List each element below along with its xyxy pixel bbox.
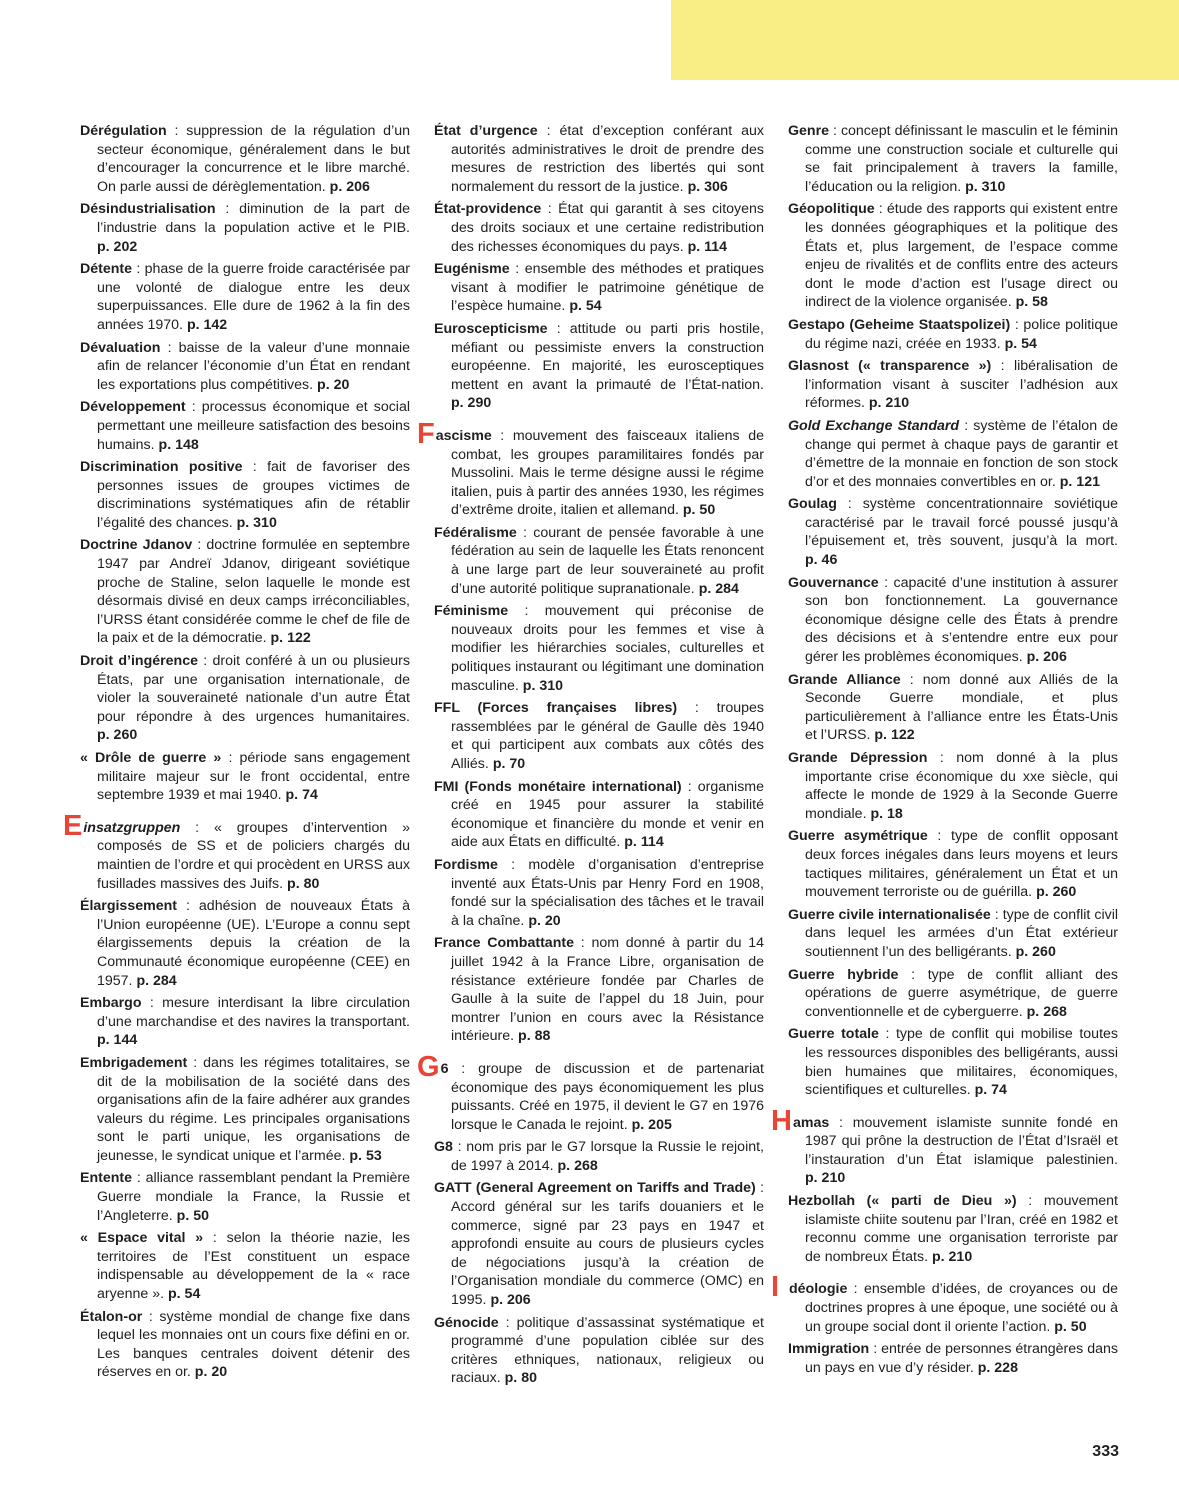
page-reference: p. 114	[687, 238, 728, 255]
glossary-entry: Étalon-or : système mondial de change fixe dans lequel les monnaies ont un cours fixe défini en or. Les banques centrales doivent détenir des réserves en or. p. 20	[80, 1308, 411, 1381]
glossary-definition: Accord général sur les tarifs douaniers et le commerce, signé par 23 pays en 1947 et approfondi ensuite au cours de plusieurs cycles de négociations jusqu’à la création de l’Organisation mondiale du commerce (OMC) en 1995.	[451, 1199, 764, 1309]
glossary-definition: fait de favoriser des personnes issues de groupes victimes de discriminations systématiques afin de rétablir l’égalité des chances.	[97, 459, 410, 531]
glossary-term: Guerre civile internationalisée	[788, 906, 991, 923]
glossary-definition: selon la théorie nazie, les territoires de l’Est constituent un espace indispensable au développement de la « race aryenne ».	[97, 1230, 411, 1303]
glossary-definition: entrée de personnes étrangères dans un pays en vue d’y résider.	[805, 1341, 1119, 1376]
glossary-entry: Gestapo (Geheime Staatspolizei) : police politique du régime nazi, créée en 1933. p. 54	[788, 316, 1118, 352]
page-reference: p. 74	[285, 787, 318, 804]
glossary-entry: Eugénisme : ensemble des méthodes et pratiques visant à modifier le patrimoine génétique de l’espèce humaine. p. 54	[434, 261, 764, 315]
glossary-definition: libéralisation de l’information visant à susciter l’adhésion aux réformes.	[805, 358, 1119, 412]
page-reference: p. 148	[158, 436, 199, 453]
glossary-definition: troupes rassemblées par le général de Gaulle dès 1940 et qui participent aux combats aux côtés des Alliés.	[451, 700, 764, 772]
glossary-entry: « Espace vital » : selon la théorie nazie, les territoires de l’Est constituent un espace indispensable au développement de la « race aryenne ». p. 54	[80, 1230, 411, 1303]
glossary-definition: suppression de la régulation d’un secteur économique, généralement dans le but d’encourager la concurrence et le libre marché. On parle aussi de dérèglementation.	[97, 123, 411, 195]
glossary-entry: G6 : groupe de discussion et de partenariat économique des pays économiquement les plus puissants. Créé en 1975, il devient le G7 en 1976 lorsque le Canada le rejoint. p. 205	[417, 1050, 764, 1133]
page-reference: p. 70	[492, 756, 526, 772]
page-number: 333	[1092, 1443, 1119, 1460]
glossary-entry: Hamas : mouvement islamiste sunnite fondé en 1987 qui prône la destruction de l’État d’Israël et l’instauration d’un État islamique palestinien. p. 210	[771, 1104, 1119, 1187]
glossary-entry: Fascisme : mouvement des faisceaux italiens de combat, les groupes paramilitaires fondés par Mussolini. Mais le terme désigne aussi le régime italien, puis à partir des années 1930, les régimes d’extrême droite, italien et allemand. p. 50	[417, 417, 764, 519]
page-reference: p. 53	[349, 1147, 382, 1164]
glossary-term: Guerre totale	[788, 1026, 879, 1043]
glossary-entry: Gold Exchange Standard : système de l’étalon de change qui permet à chaque pays de garantir et d’émettre de la monnaie en fonction de son stock d’or et des monnaies convertibles en or. p. 121	[788, 417, 1118, 490]
glossary-term: Eugénisme	[434, 261, 510, 278]
glossary-definition: mesure interdisant la libre circulation d’une marchandise et des navires la transportant.	[97, 995, 411, 1030]
glossary-definition: diminution de la part de l’industrie dans la population active et le PIB.	[97, 201, 410, 236]
glossary-entry: G8 : nom pris par le G7 lorsque la Russie le rejoint, de 1997 à 2014. p. 268	[434, 1139, 764, 1174]
glossary-entry: Guerre totale : type de conflit qui mobilise toutes les ressources disponibles des belligérants, aussi bien humaines que militaires, économiques, scientifiques et culturelles. p. 74	[788, 1026, 1118, 1099]
glossary-term: amas	[792, 1114, 830, 1131]
glossary-term: Fordisme	[434, 856, 498, 873]
glossary-entry: Glasnost (« transparence ») : libéralisation de l’information visant à susciter l’adhésion aux réformes. p. 210	[788, 358, 1119, 412]
glossary-term: État d’urgence	[434, 123, 538, 139]
glossary-term: « Drôle de guerre »	[80, 750, 222, 766]
glossary-entry: Élargissement : adhésion de nouveaux États à l’Union européenne (UE). L’Europe a connu sept élargissements depuis la création de la Communauté économique européenne (CEE) en 1957. p. 284	[80, 898, 410, 989]
page-reference: p. 58	[1015, 294, 1048, 311]
glossary-term: 6	[440, 1060, 449, 1077]
page-reference: p. 310	[522, 677, 564, 694]
glossary-entry: Idéologie : ensemble d’idées, de croyances ou de doctrines propres à une époque, une société ou à un groupe social dont il oriente l’action. p. 50	[771, 1271, 1118, 1335]
glossary-term: Guerre hybride	[788, 966, 899, 983]
glossary-term: Désindustrialisation	[80, 201, 216, 218]
glossary-term: Doctrine Jdanov	[80, 537, 193, 554]
glossary-term: Grande Alliance	[788, 671, 901, 688]
page-reference: p. 80	[287, 875, 320, 892]
glossary-entry: Embrigadement : dans les régimes totalitaires, se dit de la mobilisation de la société dans des organisations afin de la faire adhérer aux grandes valeurs du régime. Les principales organisations sont le parti unique, les organisations de jeunesse, le syndicat unique et l’armée. p. 53	[80, 1054, 410, 1164]
glossary-entry: Gouvernance : capacité d’une institution à assurer son bon fonctionnement. La gouvernance économique désigne celle des États à prendre des décisions et à s’entendre entre eux pour gérer les problèmes économiques. p. 206	[788, 574, 1119, 666]
glossary-term: Développement	[80, 399, 186, 416]
page-reference: p. 268	[1026, 1003, 1067, 1020]
glossary-column-1	[63, 122, 411, 1386]
page-reference: p. 144	[97, 1032, 138, 1049]
glossary-definition: capacité d’une institution à assurer son bon fonctionnement. La gouvernance économique désigne celle des États à prendre des décisions et à s’entendre entre eux pour gérer les problèmes économiques.	[805, 574, 1119, 666]
glossary-definition: système concentrationnaire soviétique caractérisé par le travail forcé poussé jusqu’à l’épuisement et, très souvent, jusqu’à la mort.	[805, 496, 1118, 550]
glossary-definition: dans les régimes totalitaires, se dit de la mobilisation de la société dans des organisations afin de la faire adhérer aux grandes valeurs du régime. Les principales organisations sont le parti unique, les organisations de jeunesse, le syndicat unique et l’armée.	[97, 1054, 410, 1164]
section-letter: G	[417, 1050, 440, 1083]
glossary-term: Fédéralisme	[434, 524, 517, 541]
glossary-entry: Dérégulation : suppression de la régulation d’un secteur économique, généralement dans le but d’encourager la concurrence et le libre marché. On parle aussi de dérèglementation. p. 206	[80, 123, 411, 195]
glossary-entry: État-providence : État qui garantit à ses citoyens des droits sociaux et une certaine redistribution des richesses économiques du pays. p. 114	[434, 201, 765, 255]
page-reference: p. 206	[490, 1292, 531, 1309]
glossary-entry: Fédéralisme : courant de pensée favorable à une fédération au sein de laquelle les États renoncent à une large part de leur souveraineté au profit d’une autorité politique supranationale. p. 284	[434, 524, 764, 597]
glossary-entry: Dévaluation : baisse de la valeur d’une monnaie afin de relancer l’économie d’un État en rendant les exportations plus compétitives. p. 20	[80, 339, 410, 393]
glossary-term: insatzgruppen	[83, 819, 181, 836]
glossary-term: État-providence	[434, 201, 542, 218]
page-reference: p. 74	[974, 1082, 1007, 1099]
glossary-definition: organisme créé en 1945 pour assurer la stabilité économique et financière du monde et venir en aide aux États en difficulté.	[451, 778, 765, 851]
page-reference: p. 54	[569, 298, 602, 315]
page-reference: p. 210	[868, 395, 910, 412]
glossary-definition: police politique du régime nazi, créée en 1933.	[805, 316, 1118, 352]
glossary-entry: Fordisme : modèle d’organisation d’entreprise inventé aux États-Unis par Henry Ford en 1908, fondé sur la spécialisation des tâches et le travail à la chaîne. p. 20	[434, 856, 765, 929]
glossary-term: Détente	[80, 261, 133, 278]
page-reference: p. 310	[965, 178, 1006, 195]
glossary-entry: Discrimination positive : fait de favoriser des personnes issues de groupes victimes de discriminations systématiques afin de rétablir l’égalité des chances. p. 310	[80, 459, 410, 531]
glossary-term: Discrimination positive	[80, 459, 243, 476]
glossary-definition: type de conflit qui mobilise toutes les ressources disponibles des belligérants, aussi bien humaines que militaires, économiques, scientifiques et culturelles.	[805, 1026, 1118, 1099]
glossary-term: Droit d’ingérence	[80, 653, 199, 670]
glossary-entry: Grande Dépression : nom donné à la plus importante crise économique du xxe siècle, qui affecte le monde de 1929 à la Seconde Guerre mondiale. p. 18	[788, 750, 1118, 822]
glossary-definition: droit conféré à un ou plusieurs États, par une organisation internationale, de violer la souveraineté nationale d’un autre État pour répondre à des urgences humanitaires.	[97, 653, 410, 725]
glossary-entry: Détente : phase de la guerre froide caractérisée par une volonté de dialogue entre les deux superpuissances. Elle dure de 1962 à la fin des années 1970. p. 142	[80, 261, 411, 333]
glossary-definition: mouvement qui préconise de nouveaux droits pour les femmes et vise à modifier les hiérarchies sociales, culturelles et politiques instaurant ou légitimant une domination masculine.	[451, 603, 764, 694]
page-reference: p. 228	[977, 1359, 1018, 1376]
glossary-entry: Droit d’ingérence : droit conféré à un ou plusieurs États, par une organisation internationale, de violer la souveraineté nationale d’un autre État pour répondre à des urgences humanitaires. p. 260	[80, 653, 410, 744]
page-reference: p. 202	[97, 238, 138, 255]
glossary-entry: Doctrine Jdanov : doctrine formulée en septembre 1947 par Andreï Jdanov, dirigeant soviétique proche de Staline, selon laquelle le monde est désormais divisé en deux camps irréconciliables, l’URSS étant considérée comme le chef de file de la paix et de la démocratie. p. 122	[80, 537, 410, 647]
glossary-term: Glasnost (« transparence »)	[788, 358, 992, 375]
glossary-term: « Espace vital »	[80, 1230, 204, 1247]
glossary-entry: Guerre civile internationalisée : type de conflit civil dans lequel les armées d’un État extérieur soutiennent l’un des belligérants. p. 260	[788, 906, 1118, 960]
page-reference: p. 50	[176, 1207, 210, 1224]
glossary-term: Gouvernance	[788, 574, 879, 591]
page-reference: p. 306	[687, 178, 728, 195]
glossary-definition: période sans engagement militaire majeur sur le front occidental, entre septembre 1939 et mai 1940.	[97, 750, 410, 804]
glossary-entry: Embargo : mesure interdisant la libre circulation d’une marchandise et des navires la transportant. p. 144	[80, 995, 411, 1049]
glossary-definition: système mondial de change fixe dans lequel les monnaies ont un cours fixe défini en or. Les banques centrales doivent détenir des réserves en or.	[97, 1308, 411, 1381]
glossary-term: Hezbollah (« parti de Dieu »)	[788, 1193, 1017, 1210]
glossary-definition: type de conflit opposant deux forces inégales dans leurs moyens et leurs tactiques militaires, généralement un État et un mouvement terroriste ou de guérilla.	[805, 828, 1118, 901]
glossary-entry: État d’urgence : état d’exception conférant aux autorités administratives le droit de prendre des mesures de restriction des libertés qui sont normalement du ressort de la justice. p. 306	[434, 123, 765, 195]
section-letter: H	[771, 1104, 792, 1137]
glossary-definition: concept définissant le masculin et le féminin comme une construction sociale et culturelle qui se fait principalement à travers la famille, l’éducation ou la religion.	[805, 123, 1118, 195]
glossary-definition: baisse de la valeur d’une monnaie afin de relancer l’économie d’un État en rendant les exportations plus compétitives.	[97, 339, 410, 393]
page-reference: p. 260	[1036, 884, 1077, 901]
page-reference: p. 80	[504, 1370, 537, 1387]
glossary-definition: État qui garantit à ses citoyens des droits sociaux et une certaine redistribution des richesses économiques du pays.	[451, 201, 765, 255]
glossary-entry: Guerre asymétrique : type de conflit opposant deux forces inégales dans leurs moyens et leurs tactiques militaires, généralement un État et un mouvement terroriste ou de guérilla. p. 260	[788, 828, 1118, 901]
glossary-definition: alliance rassemblant pendant la Première Guerre mondiale la France, la Russie et l’Angleterre.	[97, 1170, 410, 1224]
glossary-definition: nom donné à la plus importante crise économique du xxe siècle, qui affecte le monde de 1929 à la Seconde Guerre mondiale.	[805, 750, 1118, 822]
page-reference: p. 310	[236, 514, 277, 531]
glossary-term: FFL (Forces françaises libres)	[434, 700, 678, 717]
glossary-term: Immigration	[788, 1341, 870, 1358]
glossary-term: Genre	[788, 123, 830, 139]
page-reference: p. 284	[698, 580, 739, 597]
glossary-entry: Grande Alliance : nom donné aux Alliés de la Seconde Guerre mondiale, et plus particulièrement à l’alliance entre les États-Unis et l’URSS. p. 122	[788, 671, 1119, 744]
glossary-entry: Euroscepticisme : attitude ou parti pris hostile, méfiant ou pessimiste envers la construction européenne. En majorité, les eurosceptiques mettent en avant la primauté de l’État-nation. p. 290	[434, 320, 765, 412]
glossary-entry: Génocide : politique d’assassinat systématique et programmé d’une population ciblée sur des critères ethniques, nationaux, religieux ou raciaux. p. 80	[434, 1314, 764, 1387]
glossary-term: Embargo	[80, 995, 142, 1012]
glossary-term: Embrigadement	[80, 1054, 188, 1071]
glossary-entry: FFL (Forces françaises libres) : troupes rassemblées par le général de Gaulle dès 1940 et qui participent aux combats aux côtés des Alliés. p. 70	[434, 700, 764, 772]
page-reference: p. 205	[631, 1116, 672, 1133]
glossary-definition: état d’exception conférant aux autorités administratives le droit de prendre des mesures de restriction des libertés qui sont normalement du ressort de la justice.	[451, 123, 765, 195]
glossary-definition: adhésion de nouveaux États à l’Union européenne (UE). L’Europe a connu sept élargissements depuis la création de la Communauté économique européenne (CEE) en 1957.	[97, 898, 410, 989]
glossary-column-3	[771, 122, 1119, 1381]
glossary-entry: Guerre hybride : type de conflit alliant des opérations de guerre asymétrique, de guerre conventionnelle et de cyberguerre. p. 268	[788, 966, 1118, 1020]
glossary-term: G8	[434, 1139, 453, 1156]
glossary-term: Génocide	[434, 1314, 499, 1331]
glossary-entry: GATT (General Agreement on Tariffs and Trade) : Accord général sur les tarifs douaniers et le commerce, signé par 23 pays en 1947 et approfondi ensuite au cours de plusieurs cycles de négociations jusqu’à la création de l’Organisation mondiale du commerce (OMC) en 1995. p. 206	[434, 1180, 764, 1309]
glossary-entry: Géopolitique : étude des rapports qui existent entre les données géographiques et la politique des États et, plus largement, de l’espace comme enjeu de rivalités et de conflits entre des acteurs dont le mode d’action est l’usage direct ou indirect de la violence organisée. p. 58	[788, 201, 1118, 311]
page-reference: p. 50	[682, 502, 716, 519]
glossary-term: Entente	[80, 1170, 133, 1187]
glossary-definition: étude des rapports qui existent entre les données géographiques et la politique des États et, plus largement, de l’espace comme enjeu de rivalités et de conflits entre des acteurs dont le mode d’action est l’usage direct ou indirect de la violence organisée.	[805, 201, 1118, 311]
glossary-term: Dévaluation	[80, 339, 161, 356]
glossary-entry: Immigration : entrée de personnes étrangères dans un pays en vue d’y résider. p. 228	[788, 1341, 1119, 1376]
page-reference: p. 206	[1026, 649, 1067, 666]
section-letter: F	[417, 417, 435, 450]
glossary-definition: mouvement islamiste sunnite fondé en 1987 qui prône la destruction de l’État d’Israël et l’instauration d’un État islamique palestinien.	[805, 1114, 1119, 1168]
chapter-tab	[671, 0, 1179, 80]
glossary-definition: ensemble des méthodes et pratiques visant à modifier le patrimoine génétique de l’espèce humaine.	[451, 261, 764, 315]
glossary-definition: type de conflit alliant des opérations de guerre asymétrique, de guerre conventionnelle et de cyberguerre.	[805, 966, 1118, 1020]
glossary-term: Guerre asymétrique	[788, 828, 928, 845]
page-reference: p. 210	[931, 1248, 973, 1265]
glossary-definition: ensemble d’idées, de croyances ou de doctrines propres à une époque, une société ou à un groupe social dont il oriente l’action.	[805, 1281, 1118, 1335]
page-reference: p. 290	[451, 395, 492, 412]
glossary-term: Féminisme	[434, 603, 509, 620]
glossary-entry: Goulag : système concentrationnaire soviétique caractérisé par le travail forcé poussé jusqu’à l’épuisement et, très souvent, jusqu’à la mort. p. 46	[788, 496, 1118, 569]
glossary-term: Euroscepticisme	[434, 320, 548, 337]
glossary-column-2	[417, 122, 765, 1392]
glossary-definition: mouvement des faisceaux italiens de combat, les groupes paramilitaires fondés par Mussolini. Mais le terme désigne aussi le régime italien, puis à partir des années 1930, les régimes d’extrême droite, italien et allemand.	[451, 427, 764, 519]
glossary-term: GATT (General Agreement on Tariffs and Trade)	[434, 1180, 756, 1197]
glossary-term: Dérégulation	[80, 123, 167, 139]
page-reference: p. 268	[557, 1157, 598, 1174]
glossary-term: Gestapo (Geheime Staatspolizei)	[788, 316, 1011, 333]
glossary-definition: courant de pensée favorable à une fédération au sein de laquelle les États renoncent à une large part de leur souveraineté au profit d’une autorité politique supranationale.	[451, 524, 764, 597]
page-reference: p. 46	[805, 552, 838, 569]
glossary-definition: phase de la guerre froide caractérisée par une volonté de dialogue entre les deux superpuissances. Elle dure de 1962 à la fin des années 1970.	[97, 261, 411, 333]
glossary-definition: type de conflit civil dans lequel les armées d’un État extérieur soutiennent l’un des belligérants.	[805, 906, 1118, 960]
page-reference: p. 122	[270, 630, 311, 647]
page-reference: p. 260	[1015, 943, 1056, 960]
glossary-definition: nom donné aux Alliés de la Seconde Guerre mondiale, et plus particulièrement à l’alliance entre les États-Unis et l’URSS.	[805, 671, 1119, 744]
page-reference: p. 114	[624, 834, 664, 851]
page-reference: p. 88	[518, 1028, 551, 1045]
section-letter: E	[63, 809, 83, 842]
glossary-term: FMI (Fonds monétaire international)	[434, 778, 682, 795]
glossary-definition: nom pris par le G7 lorsque la Russie le rejoint, de 1997 à 2014.	[451, 1139, 764, 1174]
glossary-entry: FMI (Fonds monétaire international) : organisme créé en 1945 pour assurer la stabilité économique et financière du monde et venir en aide aux États en difficulté. p. 114	[434, 778, 765, 851]
glossary-definition: modèle d’organisation d’entreprise inventé aux États-Unis par Henry Ford en 1908, fondé sur la spécialisation des tâches et le travail à la chaîne.	[451, 856, 765, 929]
glossary-term: Élargissement	[80, 898, 177, 915]
page-reference: p. 54	[1004, 335, 1037, 352]
glossary-entry: Féminisme : mouvement qui préconise de nouveaux droits pour les femmes et vise à modifier les hiérarchies sociales, culturelles et politiques instaurant ou légitimant une domination masculine. p. 310	[434, 603, 764, 694]
glossary-term: France Combattante	[434, 935, 574, 952]
glossary-entry: Hezbollah (« parti de Dieu ») : mouvement islamiste chiite soutenu par l’Iran, créé en 1982 et reconnu comme une organisation terroriste par de nombreux États. p. 210	[788, 1193, 1118, 1265]
glossary-entry: Einsatzgruppen : « groupes d’intervention » composés de SS et de policiers chargés du maintien de l’ordre et qui procèdent en URSS aux fusillades massives des Juifs. p. 80	[63, 809, 410, 892]
glossary-entry: Entente : alliance rassemblant pendant la Première Guerre mondiale la France, la Russie et l’Angleterre. p. 50	[80, 1170, 410, 1224]
page-reference: p. 54	[168, 1286, 201, 1303]
glossary-term: Grande Dépression	[788, 750, 928, 766]
glossary-definition: doctrine formulée en septembre 1947 par Andreï Jdanov, dirigeant soviétique proche de Staline, selon laquelle le monde est désormais divisé en deux camps irréconciliables, l’URSS étant considérée comme le chef de file de la paix et de la démocratie.	[97, 537, 410, 647]
glossary-definition: « groupes d’intervention » composés de SS et de policiers chargés du maintien de l’ordre et qui procèdent en URSS aux fusillades massives des Juifs.	[97, 819, 410, 892]
glossary-entry: Genre : concept définissant le masculin et le féminin comme une construction sociale et culturelle qui se fait principalement à travers la famille, l’éducation ou la religion. p. 310	[788, 123, 1118, 195]
page-reference: p. 284	[136, 972, 177, 989]
page-reference: p. 20	[194, 1364, 228, 1381]
glossary-term: Gold Exchange Standard	[788, 417, 960, 434]
glossary-definition: attitude ou parti pris hostile, méfiant ou pessimiste envers la construction européenne. En majorité, les eurosceptiques mettent en avant la primauté de l’État-nation.	[451, 320, 765, 393]
glossary-definition: politique d’assassinat systématique et programmé d’une population ciblée sur des critères ethniques, nationaux, religieux ou raciaux.	[451, 1314, 764, 1387]
glossary-entry: France Combattante : nom donné à partir du 14 juillet 1942 à la France Libre, organisation de résistance extérieure fondée par Charles de Gaulle à la suite de l’appel du 18 Juin, pour montrer l’union en cours avec la Résistance intérieure. p. 88	[434, 935, 765, 1045]
page-reference: p. 20	[317, 376, 350, 393]
page-reference: p. 122	[874, 727, 915, 744]
glossary-term: ascisme	[435, 427, 492, 444]
glossary-entry: « Drôle de guerre » : période sans engagement militaire majeur sur le front occidental, entre septembre 1939 et mai 1940. p. 74	[80, 750, 410, 804]
page-reference: p. 260	[97, 727, 138, 744]
glossary-term: Géopolitique	[788, 201, 875, 218]
page-reference: p. 18	[870, 805, 903, 822]
page-reference: p. 50	[1054, 1318, 1087, 1335]
glossary-term: Étalon-or	[80, 1308, 143, 1325]
glossary-definition: système de l’étalon de change qui permet à chaque pays de garantir et d’émettre de la monnaie en fonction de son stock d’or et des monnaies convertibles en or.	[805, 417, 1118, 490]
page-reference: p. 210	[805, 1170, 846, 1187]
glossary-term: Goulag	[788, 496, 837, 513]
glossary-entry: Désindustrialisation : diminution de la part de l’industrie dans la population active et le PIB. p. 202	[80, 201, 410, 255]
page-reference: p. 20	[528, 912, 561, 929]
page-reference: p. 206	[329, 178, 370, 195]
glossary-entry: Développement : processus économique et social permettant une meilleure satisfaction des besoins humains. p. 148	[80, 399, 410, 453]
glossary-definition: groupe de discussion et de partenariat économique des pays économiquement les plus puissants. Créé en 1975, il devient le G7 en 1976 lorsque le Canada le rejoint.	[451, 1060, 764, 1133]
page-reference: p. 121	[1059, 473, 1100, 490]
glossary-definition: mouvement islamiste chiite soutenu par l’Iran, créé en 1982 et reconnu comme une organisation terroriste par de nombreux États.	[805, 1193, 1118, 1265]
page-reference: p. 142	[186, 316, 228, 333]
glossary-term: déologie	[789, 1281, 848, 1298]
glossary-definition: processus économique et social permettant une meilleure satisfaction des besoins humains.	[97, 399, 410, 453]
glossary-definition: nom donné à partir du 14 juillet 1942 à la France Libre, organisation de résistance extérieure fondée par Charles de Gaulle à la suite de l’appel du 18 Juin, pour montrer l’union en cours avec la Résistance intérieure.	[451, 935, 765, 1045]
